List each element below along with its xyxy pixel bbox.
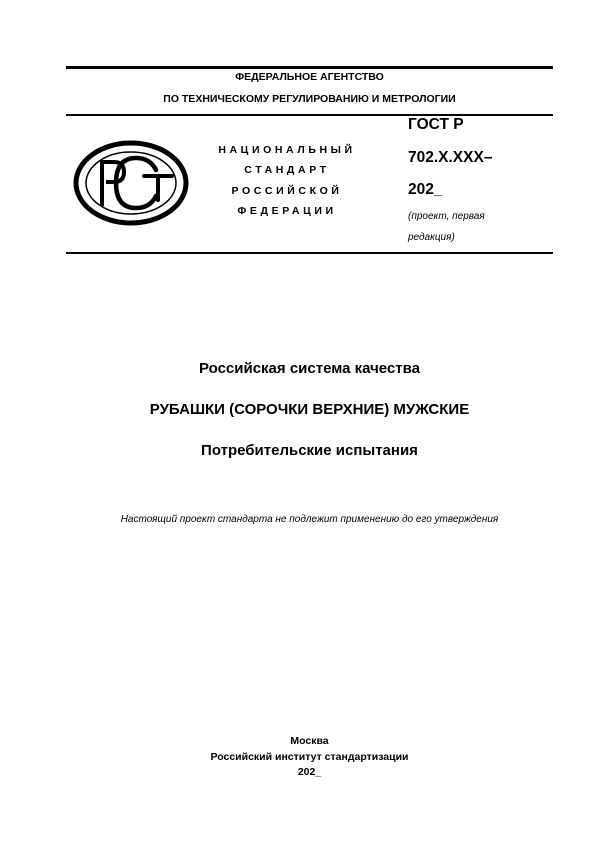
gost-designation-line-3: 202_ [408,181,443,198]
footer-year: 202_ [297,766,322,778]
top-rule [66,66,553,69]
agency-line-2: ПО ТЕХНИЧЕСКОМУ РЕГУЛИРОВАНИЮ И МЕТРОЛОГИИ [163,93,456,105]
draft-notice: Настоящий проект стандарта не подлежит применению до его утверждения [120,514,499,525]
sub-title: Потребительские испытания [201,442,418,459]
agency-rule [66,114,553,116]
header-bottom-rule [66,252,553,254]
footer-publisher: Российский институт стандартизации [210,751,409,763]
gost-designation-line-1: ГОСТ Р [408,116,464,133]
draft-status-line-2: редакция) [408,232,455,243]
footer-city: Москва [290,735,329,747]
national-standard-line-4: ФЕДЕРАЦИИ [237,205,337,217]
gost-designation-line-2: 702.Х.ХХХ– [408,149,493,166]
main-title: РУБАШКИ (СОРОЧКИ ВЕРХНИЕ) МУЖСКИЕ [149,401,470,418]
rst-emblem-icon [72,138,190,228]
series-title: Российская система качества [198,360,421,377]
national-standard-line-3: РОССИЙСКОЙ [231,185,343,197]
draft-status-line-1: (проект, первая [408,211,485,222]
national-standard-line-1: НАЦИОНАЛЬНЫЙ [218,144,356,156]
national-standard-line-2: СТАНДАРТ [244,164,330,176]
agency-line-1: ФЕДЕРАЛЬНОЕ АГЕНТСТВО [235,71,384,83]
gost-logo [72,138,190,228]
